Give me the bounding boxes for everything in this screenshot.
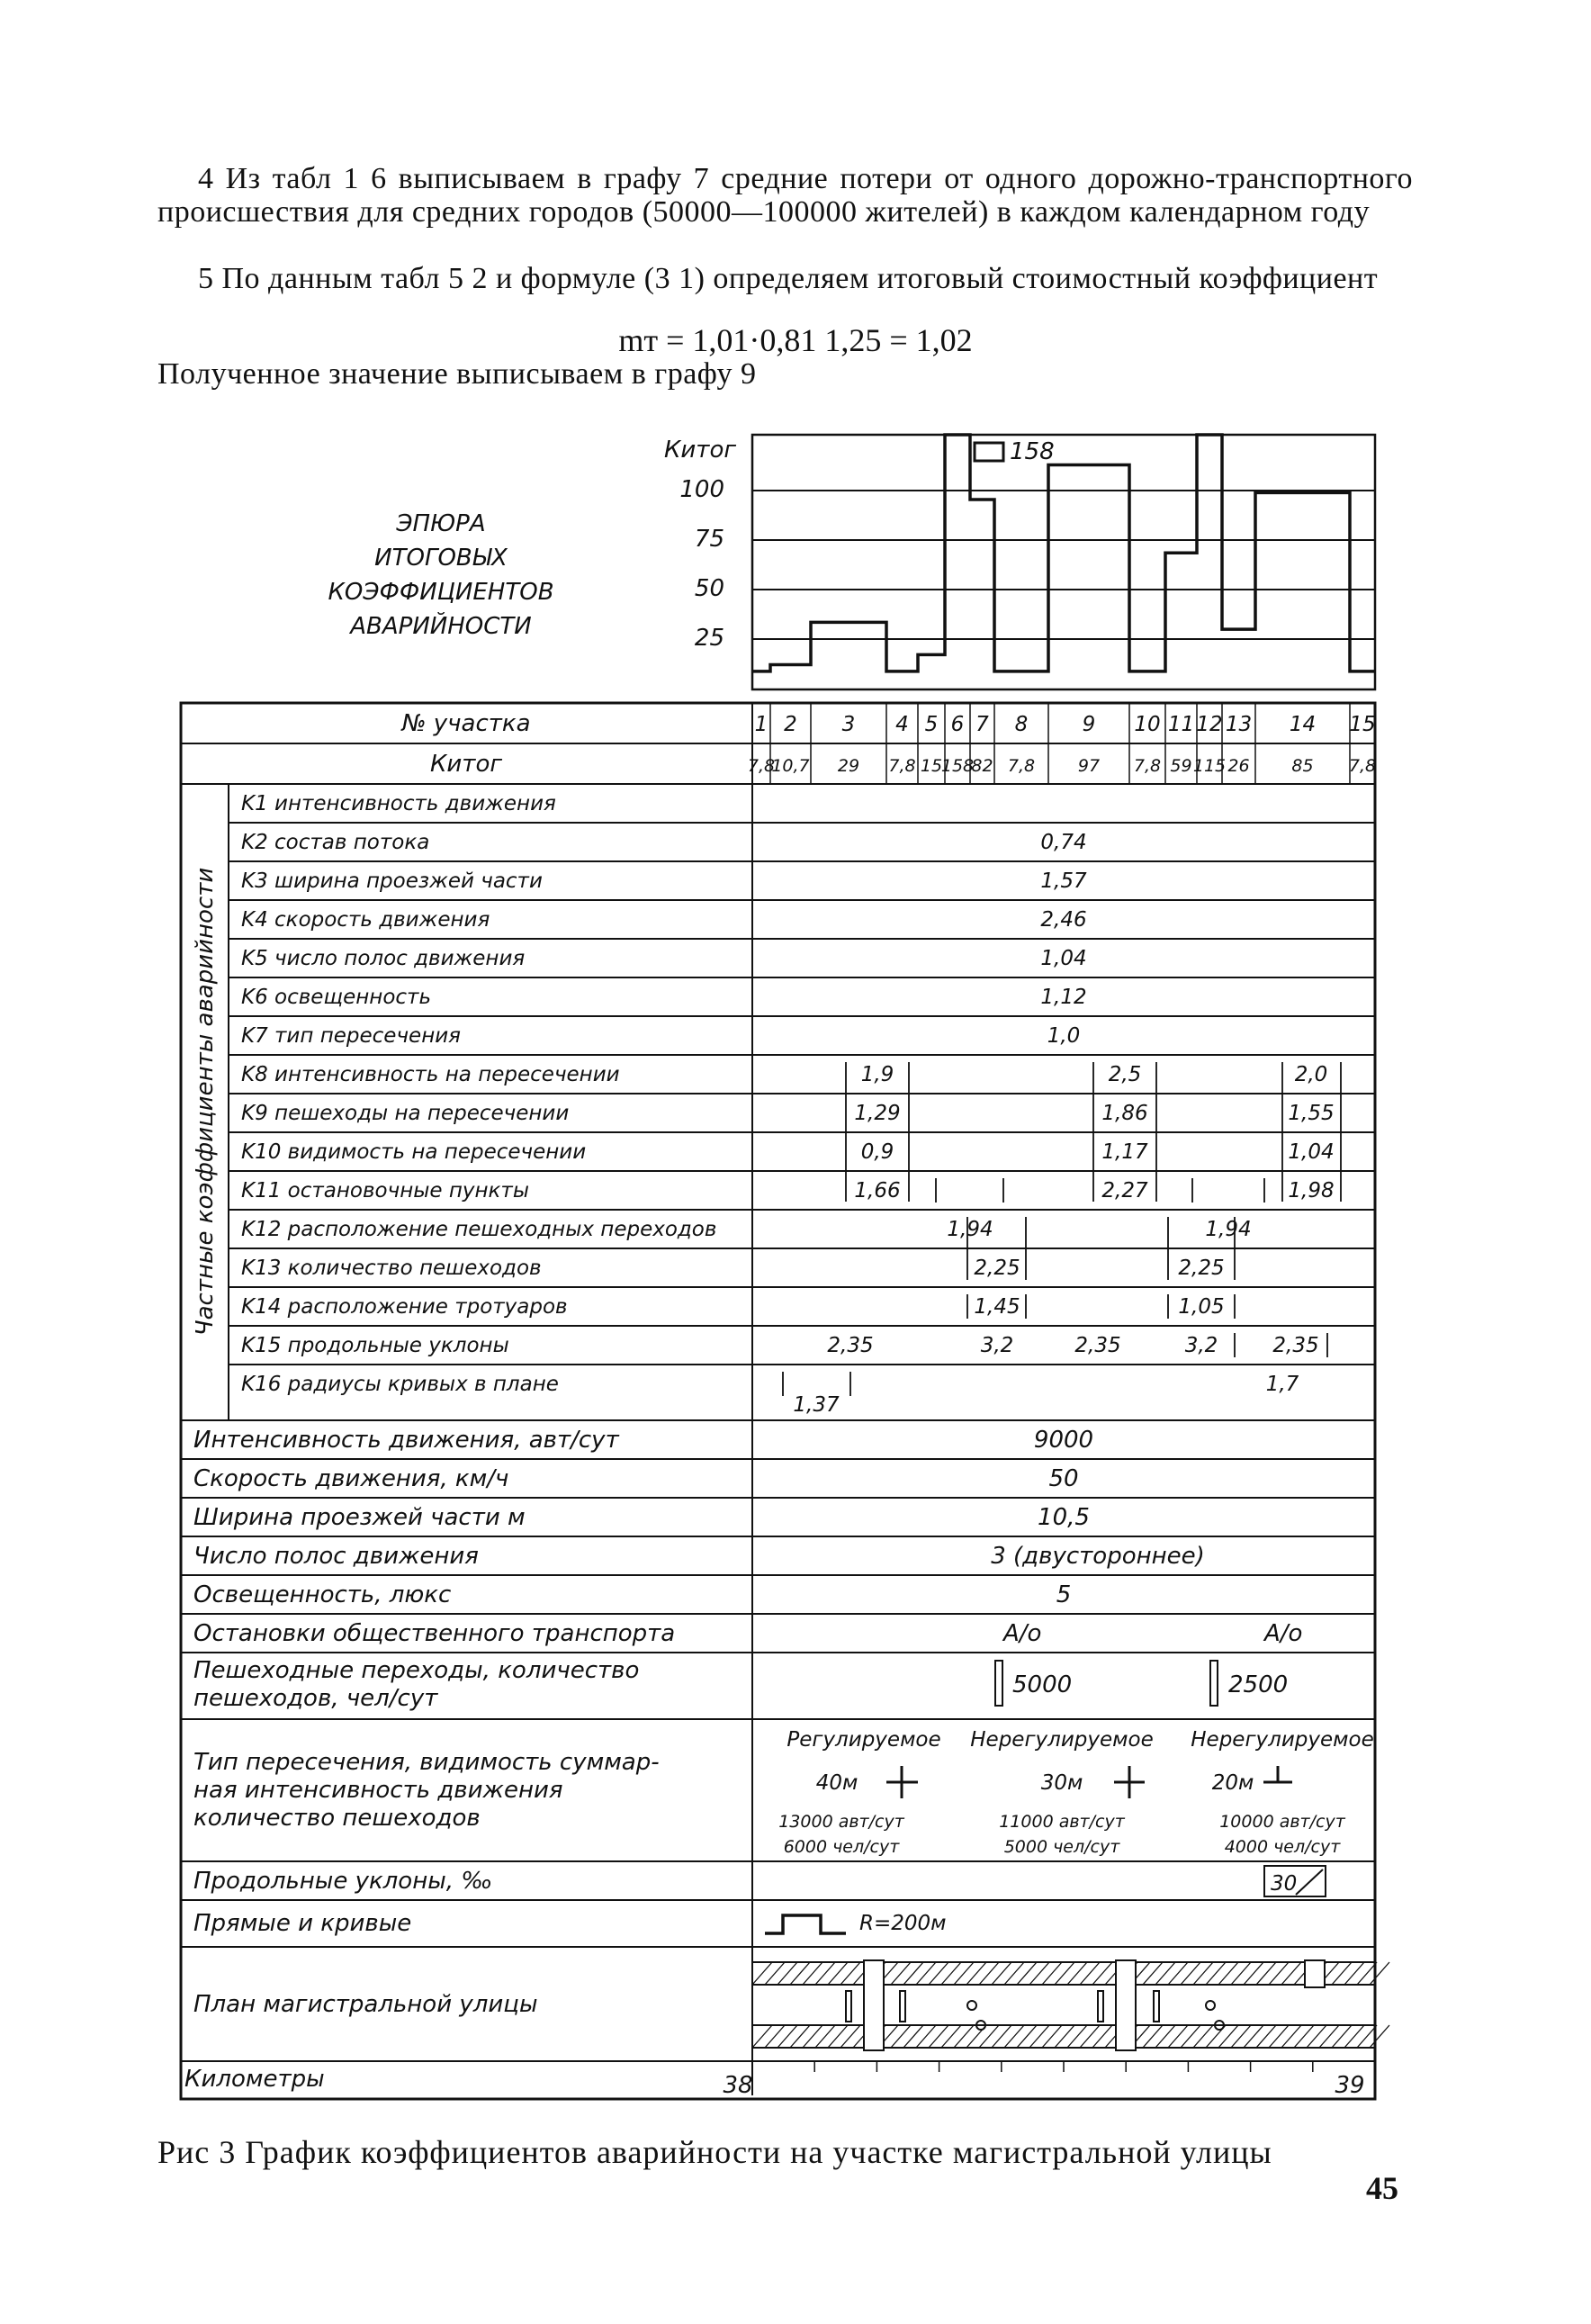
section-number: 12 — [1196, 713, 1223, 736]
coefficient-label: K7 тип пересечения — [241, 1024, 462, 1048]
coefficient-label: K15 продольные уклоны — [241, 1334, 509, 1357]
ktotal-value: 26 — [1227, 756, 1250, 776]
coefficient-label: K8 интенсивность на пересечении — [241, 1063, 620, 1086]
epure-gridlines — [752, 491, 1375, 639]
k1-value: 0,74 — [1040, 831, 1087, 854]
intersection-label-line: количество пешеходов — [193, 1805, 481, 1832]
ped-label-1: Пешеходные переходы, количество — [193, 1657, 640, 1684]
figure-caption: Рис 3 График коэффициентов аварийности на участке магистральной улицы — [157, 2134, 1272, 2170]
street-plan — [752, 1960, 1389, 2050]
condition-value: 9000 — [1033, 1427, 1094, 1454]
section-number: 14 — [1289, 713, 1317, 736]
coefficient-label: K12 расположение пешеходных переходов — [241, 1218, 717, 1241]
ktotal-value: 7,8 — [888, 756, 916, 776]
peak-marker — [975, 443, 1003, 461]
ktotal-value: 7,8 — [1007, 756, 1036, 776]
road-conditions — [193, 1427, 1205, 1608]
ktotal-value: 82 — [971, 756, 993, 776]
intersection-visibility: 30м — [1040, 1771, 1083, 1795]
y-tick-25: 25 — [694, 625, 724, 652]
k10-value: 1,66 — [854, 1179, 901, 1203]
ktotal-value: 10,7 — [771, 756, 810, 776]
k13-value: 1,05 — [1178, 1295, 1225, 1319]
ktotal-value: 85 — [1291, 756, 1314, 776]
intersection-type: Нерегулируемое — [970, 1728, 1154, 1752]
section-number: 10 — [1134, 713, 1161, 736]
k14-value: 3,2 — [1184, 1334, 1218, 1357]
k6-value: 1,0 — [1047, 1024, 1081, 1048]
intersection-details — [778, 1728, 1374, 1857]
condition-label: Скорость движения, км/ч — [193, 1465, 509, 1492]
result-sentence: Полученное значение выписываем в графу 9 — [157, 357, 757, 391]
k2-value: 1,57 — [1040, 869, 1087, 893]
coefficient-label: K5 число полос движения — [241, 947, 526, 970]
k8-value: 1,86 — [1101, 1102, 1148, 1125]
intersection-traffic: 10000 авт/сут — [1219, 1812, 1345, 1832]
section-number: 7 — [975, 713, 989, 736]
ktotal-value: 15 — [920, 756, 943, 776]
epure-title — [328, 510, 553, 640]
intersection-peds: 5000 чел/сут — [1003, 1837, 1120, 1857]
paragraph-4: 4 Из табл 1 6 выписываем в графу 7 средние потери от одного дорожно-транспортного происшествия для средних городов (50000—100000 жителей) в каждом календарном году — [157, 162, 1413, 229]
intersection-type: Регулируемое — [787, 1728, 941, 1752]
k12-value: 2,25 — [1178, 1257, 1225, 1280]
coefficient-values — [793, 831, 1334, 1417]
y-tick-75: 75 — [694, 526, 724, 553]
paragraph-5: 5 По данным табл 5 2 и формуле (3 1) определяем итоговый стоимостный коэффициент — [198, 262, 1379, 295]
intersection-type: Нерегулируемое — [1191, 1728, 1374, 1752]
formula: mт = 1,01·0,81 1,25 = 1,02 — [618, 322, 973, 358]
condition-value: 50 — [1048, 1465, 1079, 1492]
stop-mark: А/о — [1003, 1620, 1042, 1647]
coefficient-label: K2 состав потока — [241, 831, 430, 854]
epure-title-line: АВАРИЙНОСТИ — [350, 613, 532, 640]
condition-value: 5 — [1056, 1581, 1072, 1608]
k7-value: 2,5 — [1108, 1063, 1142, 1086]
page-number: 45 — [1366, 2170, 1398, 2206]
k12-value: 2,25 — [974, 1257, 1020, 1280]
epure-frame — [752, 435, 1375, 689]
ktotal-value: 97 — [1077, 756, 1101, 776]
km-label: Километры — [184, 2066, 325, 2093]
k14-value: 2,35 — [827, 1334, 874, 1357]
ped-label-2: пешеходов, чел/сут — [193, 1685, 438, 1712]
k11-value: 1,94 — [1205, 1218, 1252, 1241]
intersection-peds: 6000 чел/сут — [783, 1837, 900, 1857]
intersection-traffic: 11000 авт/сут — [999, 1812, 1125, 1832]
peak-label: 158 — [1010, 438, 1055, 465]
section-number: 6 — [950, 713, 965, 736]
ktotal-value: 7,8 — [747, 756, 776, 776]
section-number: 8 — [1014, 713, 1029, 736]
curve-radius: R=200м — [859, 1912, 947, 1935]
ped-value: 5000 — [1012, 1671, 1073, 1698]
km-start: 38 — [723, 2072, 753, 2099]
curves-label: Прямые и кривые — [193, 1910, 412, 1937]
condition-label: Интенсивность движения, авт/сут — [193, 1427, 619, 1454]
epure-axis-label: Китог — [663, 437, 737, 464]
ktotal-value: 59 — [1170, 756, 1192, 776]
intersection-label-line: Тип пересечения, видимость суммар- — [193, 1749, 660, 1776]
section-number: 2 — [784, 713, 797, 736]
section-number: 15 — [1349, 713, 1376, 736]
km-end: 39 — [1335, 2072, 1365, 2099]
coefficient-label: K11 остановочные пункты — [241, 1179, 529, 1203]
condition-label: Освещенность, люкс — [193, 1581, 452, 1608]
coefficient-label: K6 освещенность — [241, 986, 432, 1009]
group-label: Частные коэффициенты аварийности — [192, 867, 219, 1337]
ktotal-value: 7,8 — [1348, 756, 1377, 776]
k9-value: 1,17 — [1101, 1140, 1148, 1164]
plan-label: План магистральной улицы — [193, 1991, 538, 2018]
condition-value: 3 (двустороннее) — [991, 1543, 1205, 1570]
k14-value: 3,2 — [980, 1334, 1014, 1357]
section-number: 1 — [754, 713, 769, 736]
ktotal-value: 7,8 — [1133, 756, 1162, 776]
k13-value: 1,45 — [974, 1295, 1020, 1319]
condition-label: Число полос движения — [193, 1543, 479, 1570]
k10-value: 1,98 — [1288, 1179, 1335, 1203]
coefficient-label: K9 пешеходы на пересечении — [241, 1102, 570, 1125]
k9-value: 1,04 — [1288, 1140, 1335, 1164]
section-number: 11 — [1167, 713, 1195, 736]
k7-value: 1,9 — [860, 1063, 894, 1086]
y-tick-100: 100 — [679, 476, 724, 503]
row-section-label: № участка — [401, 710, 531, 737]
ktotal-value: 29 — [837, 756, 860, 776]
intersection-traffic: 13000 авт/сут — [778, 1812, 904, 1832]
coefficient-label: K13 количество пешеходов — [241, 1257, 542, 1280]
intersection-label-line: ная интенсивность движения — [193, 1777, 563, 1804]
stop-mark: А/о — [1264, 1620, 1303, 1647]
k3-value: 2,46 — [1040, 908, 1087, 932]
km-ticks — [752, 2061, 1375, 2072]
condition-value: 10,5 — [1038, 1504, 1090, 1531]
k15-value: 1,7 — [1265, 1373, 1299, 1396]
epure-title-line: КОЭФФИЦИЕНТОВ — [328, 579, 554, 606]
ped-value: 2500 — [1228, 1671, 1289, 1698]
coefficient-label: K1 интенсивность движения — [241, 792, 556, 815]
epure-outline — [752, 435, 1375, 671]
k5-value: 1,12 — [1040, 986, 1087, 1009]
y-tick-50: 50 — [694, 575, 724, 602]
k14-value: 2,35 — [1272, 1334, 1319, 1357]
slopes-label: Продольные уклоны, ‰ — [193, 1868, 493, 1895]
curve-profile — [765, 1915, 846, 1933]
k8-value: 1,55 — [1288, 1102, 1335, 1125]
epure-title-line: ЭПЮРА — [396, 510, 486, 537]
k7-value: 2,0 — [1294, 1063, 1328, 1086]
row-ktotal-label: Китог — [429, 751, 503, 778]
condition-label: Ширина проезжей части м — [193, 1504, 526, 1531]
ktotal-value: 158 — [940, 756, 975, 776]
k4-value: 1,04 — [1040, 947, 1087, 970]
k10-value: 2,27 — [1101, 1179, 1148, 1203]
section-number: 3 — [841, 713, 856, 736]
k8-value: 1,29 — [854, 1102, 901, 1125]
coefficient-label: K4 скорость движения — [241, 908, 490, 932]
section-number: 4 — [895, 713, 909, 736]
k14-value: 2,35 — [1074, 1334, 1121, 1357]
intersection-visibility: 20м — [1211, 1771, 1254, 1795]
slope-value: 30 — [1271, 1872, 1298, 1896]
epure-title-line: ИТОГОВЫХ — [374, 545, 508, 572]
ktotal-value: 115 — [1192, 756, 1227, 776]
stops-label: Остановки общественного транспорта — [193, 1620, 676, 1647]
coefficient-label: K10 видимость на пересечении — [241, 1140, 587, 1164]
k16-value: 1,37 — [793, 1393, 840, 1417]
section-number: 5 — [924, 713, 939, 736]
coefficient-label: K16 радиусы кривых в плане — [241, 1373, 559, 1396]
section-number: 9 — [1082, 713, 1096, 736]
section-number: 13 — [1225, 713, 1253, 736]
coefficient-label: K3 ширина проезжей части — [241, 869, 543, 893]
coefficient-label: K14 расположение тротуаров — [241, 1295, 568, 1319]
k11-value: 1,94 — [947, 1218, 993, 1241]
k9-value: 0,9 — [860, 1140, 894, 1164]
intersection-peds: 4000 чел/сут — [1224, 1837, 1341, 1857]
intersection-visibility: 40м — [815, 1771, 858, 1795]
